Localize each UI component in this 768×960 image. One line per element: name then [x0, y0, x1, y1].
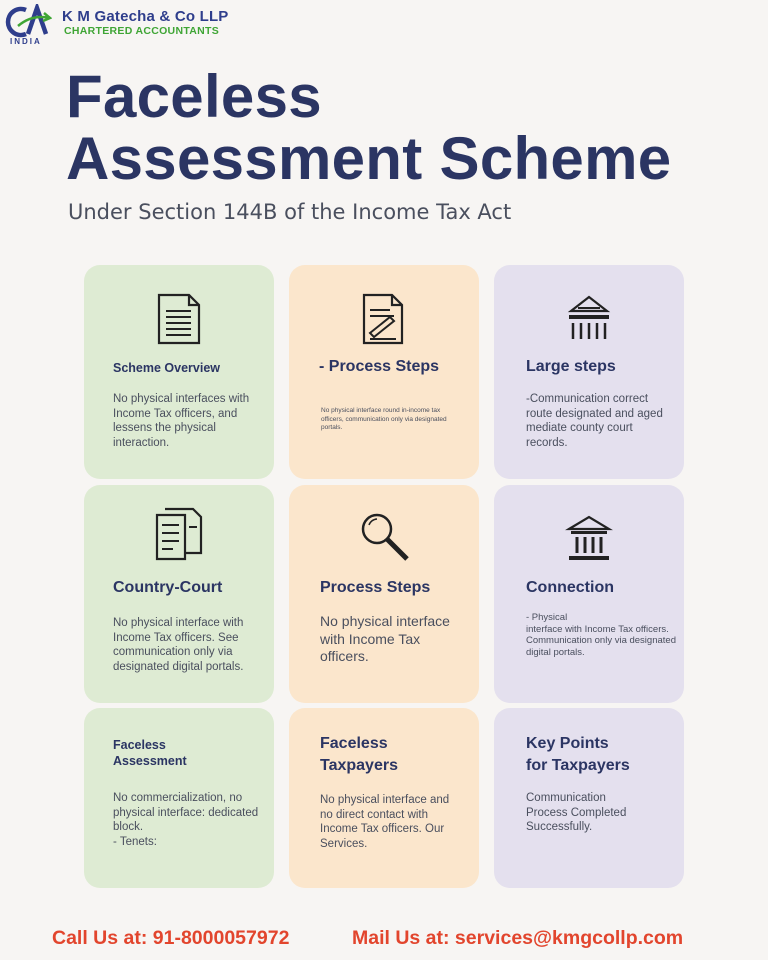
card-title-line: Faceless — [113, 738, 166, 752]
card-body-line: No commercialization, no physical interface: dedicated block. — [113, 792, 259, 833]
card-connection — [494, 485, 684, 703]
document-icon — [155, 293, 203, 345]
card-body: No physical interface with Income Tax officers. See communication only via designated digital portals. — [113, 617, 244, 673]
card-title-line: Assessment — [113, 754, 187, 768]
card-grid — [84, 265, 684, 890]
card-body: Communication Process Completed Successfully. — [526, 792, 627, 833]
card-title: Scheme Overview — [113, 361, 221, 375]
magnifier-icon — [359, 511, 407, 563]
firm-name: K M Gatecha & Co LLP — [62, 8, 229, 25]
card-body-line: - Tenets: — [113, 835, 157, 848]
page-title — [66, 63, 746, 192]
card-body-line: - Physical — [526, 612, 568, 623]
card-faceless-taxpayers — [289, 708, 479, 888]
card-process-steps-1 — [289, 265, 479, 479]
card-country-court — [84, 485, 274, 703]
card-title: Connection — [526, 579, 614, 596]
page-title-line-1: Faceless — [66, 63, 322, 130]
card-body: -Communication correct route designated and aged mediate county court records. — [526, 393, 663, 449]
card-body-line: Communication only via designated digital portals. — [526, 635, 676, 658]
card-body: No physical interface round in-income tax officers, communication only via designated portals. — [321, 407, 447, 431]
courthouse-icon — [565, 293, 613, 345]
firm-logo — [4, 4, 304, 46]
card-body — [526, 612, 676, 658]
card-title-line: for Taxpayers — [526, 757, 630, 774]
page-subtitle: Under Section 144B of the Income Tax Act — [68, 200, 512, 224]
call-us-link[interactable]: Call Us at: 91-8000057972 — [52, 927, 290, 949]
card-faceless-assessment — [84, 708, 274, 888]
card-body-line: interface with Income Tax officers. — [526, 623, 669, 635]
card-title: Process Steps — [320, 579, 431, 596]
card-title: - Process Steps — [319, 358, 440, 375]
card-scheme-overview — [84, 265, 274, 479]
card-title-line: Taxpayers — [320, 757, 398, 774]
card-key-points — [494, 708, 684, 888]
card-title: Country-Court — [113, 579, 223, 596]
card-process-steps-2 — [289, 485, 479, 703]
card-body: No physical interface and no direct contact with Income Tax officers. Our Services. — [320, 794, 450, 850]
bank-icon — [565, 515, 613, 567]
logo-india-text: INDIA — [10, 37, 42, 46]
card-body: No physical interfaces with Income Tax officers, and lessens the physical interaction. — [113, 393, 250, 449]
firm-subtitle: CHARTERED ACCOUNTANTS — [64, 25, 220, 37]
edit-document-icon — [360, 293, 408, 345]
card-title — [320, 733, 469, 777]
files-icon — [155, 507, 203, 559]
card-large-steps — [494, 265, 684, 479]
card-title-line: Key Points — [526, 735, 609, 752]
card-title: Large steps — [526, 358, 616, 375]
card-body — [113, 791, 260, 849]
contact-footer — [0, 927, 768, 955]
card-title — [113, 737, 264, 769]
mail-us-link[interactable]: Mail Us at: services@kmgcollp.com — [352, 927, 684, 949]
page-title-line-2: Assessment Scheme — [66, 125, 672, 192]
card-title-line: Faceless — [320, 735, 388, 752]
card-title — [526, 733, 674, 777]
card-body: No physical interface with Income Tax officers. — [320, 613, 450, 664]
